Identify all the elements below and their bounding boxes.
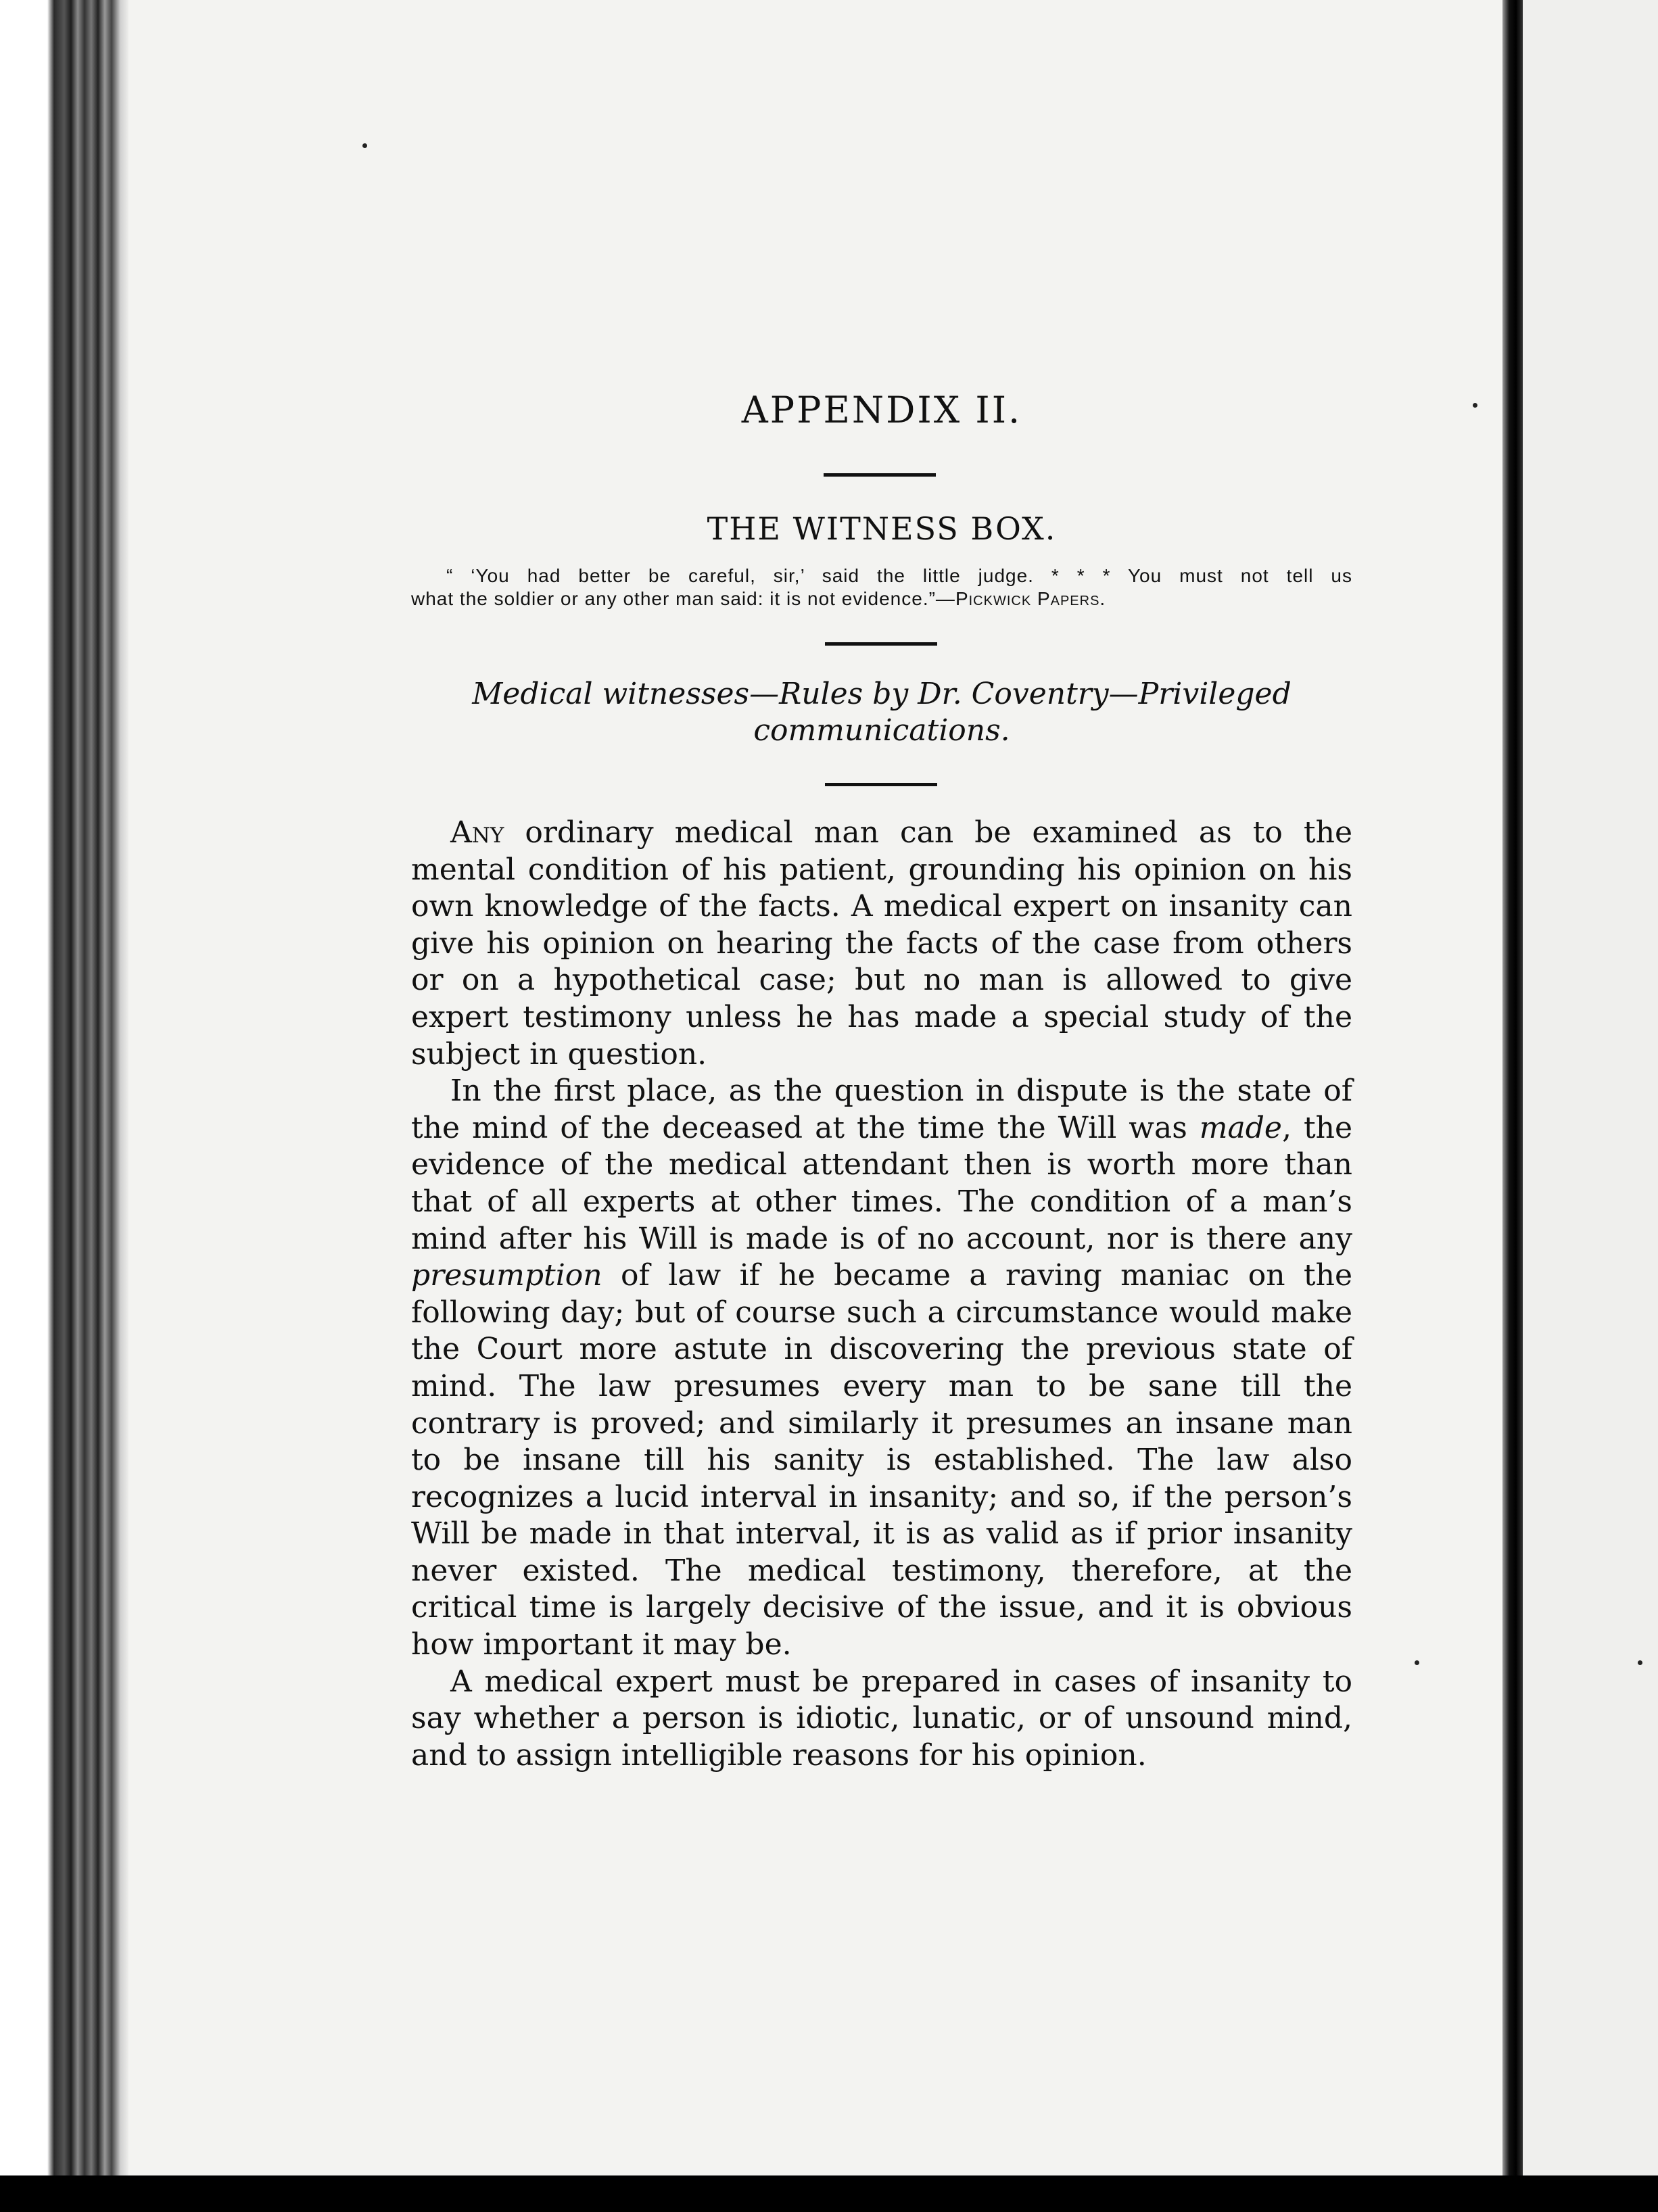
paragraph [411, 815, 1352, 1073]
scan-speck [1638, 1660, 1642, 1665]
scan-bottom-border [0, 2175, 1658, 2212]
divider-rule [825, 642, 937, 646]
section-title: THE WITNESS BOX. [707, 510, 1057, 547]
divider-rule [824, 473, 936, 477]
scan-speck [1415, 1660, 1419, 1665]
paragraph [411, 1073, 1352, 1664]
book-edge-left [0, 0, 128, 2212]
appendix-title: APPENDIX II. [741, 389, 1022, 431]
chapter-subtitle: Medical witnesses—Rules by Dr. Coventry—Privileged communications. [472, 677, 1292, 748]
epigraph-text: what the soldier or any other man said: it is not evidence.”— [411, 588, 955, 609]
paragraph-text: , the evidence of the medical attendant then is worth more than that of all experts at other times. The condition of a man’s mind after his Will is made is of no account, nor is there any [411, 1110, 1352, 1256]
paragraph-text: ordinary medical man can be examined as to the mental condition of his patient, grounding his opinion on his own knowledge of the facts. A medical expert on insanity can give his opinion on hearing the facts of the case from others or on a hypothetical case; but no man is allowed to give expert testimony unless he has made a special study of the subject in question. [411, 815, 1352, 1072]
epigraph-quote [411, 564, 1352, 610]
book-spine [1502, 0, 1523, 2212]
italic-emphasis: presumption [411, 1258, 602, 1293]
epigraph-line-2 [411, 587, 1352, 610]
paragraph-text: A medical expert must be prepared in cases of insanity to say whether a person is idiotic, lunatic, or of unsound mind, and to assign intelligible reasons for his opinion. [411, 1664, 1352, 1773]
body-text [411, 815, 1352, 1774]
italic-emphasis: made [1199, 1110, 1282, 1145]
scan-speck [1473, 403, 1477, 408]
paragraph [411, 1664, 1352, 1775]
scan-speck [362, 143, 367, 148]
divider-rule [825, 783, 937, 786]
facing-page-edge [1523, 0, 1658, 2212]
lead-word: Any [450, 815, 504, 850]
epigraph-line-1: “ ‘You had better be careful, sir,’ said the little judge. * * * You must not tell us [446, 565, 1352, 586]
epigraph-source: Pickwick Papers. [955, 588, 1106, 609]
paragraph-text: of law if he became a raving maniac on the following day; but of course such a circumstance would make the Court more astute in discovering the previous state of mind. The law presumes every man to be sane till the contrary is proved; and similarly it presumes an insane man to be insane till his sanity is established. The law also recognizes a lucid interval in insanity; and so, if the person’s Will be made in that interval, it is as valid as if prior insanity never existed. The medical testimony, therefore, at the critical time is largely decisive of the issue, and it is obvious how important it may be. [411, 1258, 1352, 1662]
paragraph-text: In the first place, as the question in dispute is the state of the mind of the deceased at the time the Will was [411, 1074, 1352, 1145]
